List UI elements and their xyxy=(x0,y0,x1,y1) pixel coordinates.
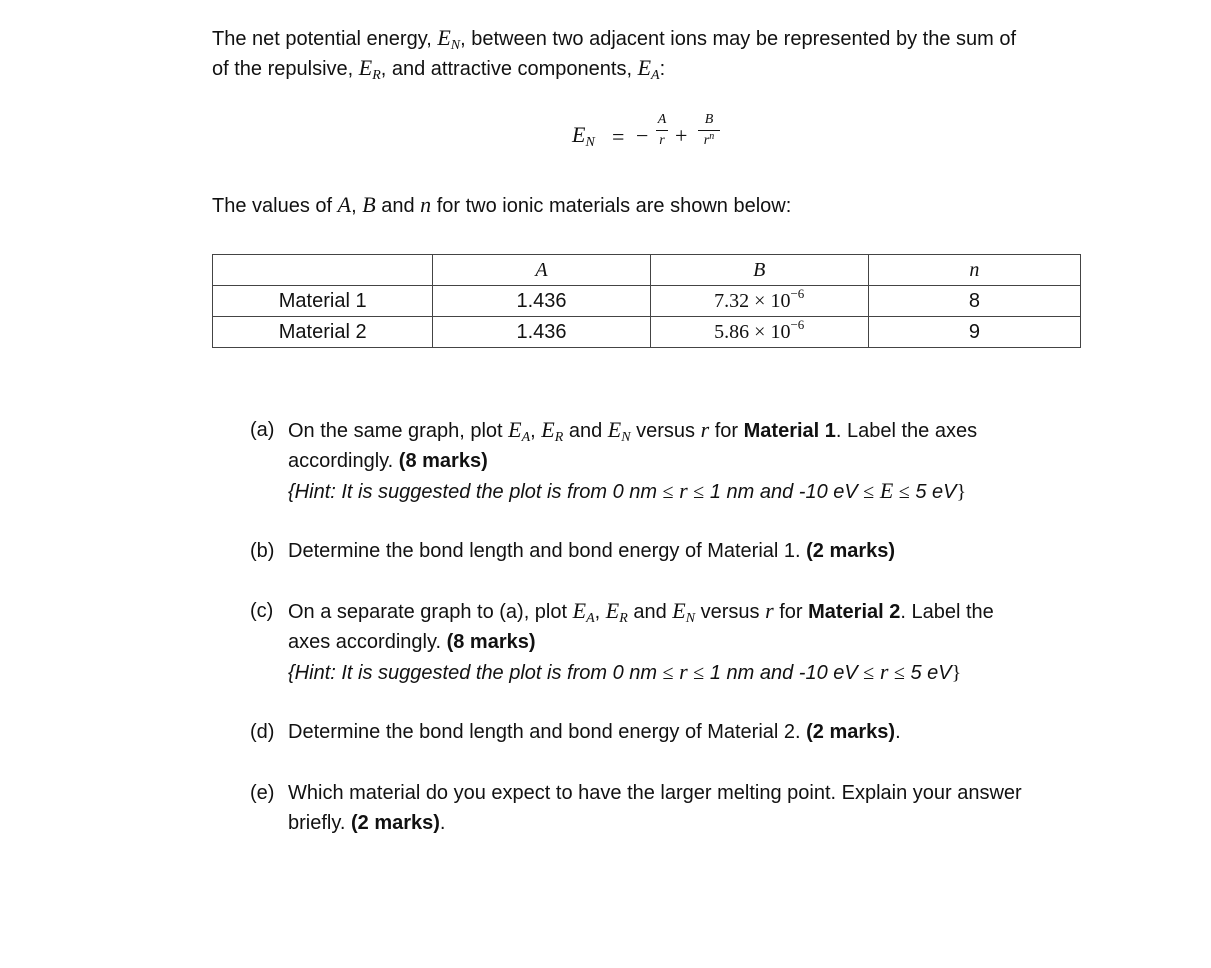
table-header-cell: n xyxy=(868,255,1080,286)
marks: (2 marks) xyxy=(350,812,440,834)
question-line: Determine the bond length and bond energy of Material 2. (2 marks). xyxy=(288,721,901,743)
symbol-a: A xyxy=(337,192,352,217)
table-row xyxy=(213,286,1081,317)
question-line: accordingly. (8 marks) xyxy=(288,450,488,472)
intro-line-1 xyxy=(212,25,1016,51)
question-body xyxy=(288,717,901,747)
symbol-e-r: $E_R$ xyxy=(541,417,564,445)
question-line: Which material do you expect to have the larger melting point. Explain your answer xyxy=(288,782,1022,804)
minus-sign: − xyxy=(636,123,649,148)
intro-line-2 xyxy=(212,55,665,81)
table-row xyxy=(213,317,1081,348)
fraction-denominator: $r^n$ xyxy=(703,131,715,148)
question-line: briefly. (2 marks). xyxy=(288,812,446,834)
symbol-e-a: $E_A$ xyxy=(508,417,531,445)
question-body xyxy=(288,596,994,688)
table-header-cell xyxy=(213,255,433,286)
n-value-cell: 8 xyxy=(868,286,1080,317)
table-header-row xyxy=(213,255,1081,286)
intro-text: , and attractive components, xyxy=(380,58,638,80)
a-value-cell: 1.436 xyxy=(433,286,650,317)
marks: (2 marks) xyxy=(806,540,896,562)
hint-line: {Hint: It is suggested the plot is from 0 nm ≤ r ≤ 1 nm and -10 eV ≤ E ≤ 5 eV} xyxy=(288,478,967,503)
question-line: On a separate graph to (a), plot $E_A$, $E_R$ and $E_N$ versus r for Material 2. Label the xyxy=(288,598,994,626)
symbol-e-n: $E_N$ xyxy=(437,25,461,53)
marks: (8 marks) xyxy=(398,450,488,472)
question-line: Determine the bond length and bond energy of Material 1. (2 marks) xyxy=(288,540,896,562)
symbol-r: r xyxy=(700,417,710,442)
fraction-denominator: r xyxy=(659,133,665,148)
table-header-cell: A xyxy=(433,255,650,286)
symbol-e-n: $E_N$ xyxy=(607,417,631,445)
intro-text: The net potential energy, xyxy=(212,28,438,50)
question-label: (e) xyxy=(250,782,275,804)
symbol-e-a: $E_A$ xyxy=(637,55,660,83)
marks: (8 marks) xyxy=(446,631,536,653)
b-value-cell: $5.86 \times 10^{-6}$ xyxy=(650,317,868,348)
fraction-numerator: A xyxy=(657,112,667,127)
marks: (2 marks) xyxy=(806,721,896,743)
values-intro: The values of A, B and n for two ionic materials are shown below: xyxy=(212,192,792,217)
equation-lhs: $E_N$ xyxy=(572,122,595,150)
potential-energy-equation xyxy=(572,112,742,158)
symbol-n: n xyxy=(420,192,432,217)
fraction-bar xyxy=(656,130,668,131)
symbol-r: r xyxy=(765,598,774,623)
table-header-cell: B xyxy=(650,255,868,286)
question-label: (d) xyxy=(250,721,275,743)
question-line: On the same graph, plot $E_A$, $E_R$ and $E_N$ versus r for Material 1. Label the axes xyxy=(288,417,978,445)
bold-material: Material 1 xyxy=(743,420,836,442)
n-value-cell: 9 xyxy=(868,317,1080,348)
question-label: (b) xyxy=(250,540,275,562)
question-label: (a) xyxy=(250,419,275,441)
question-body xyxy=(288,536,895,566)
equals-sign: = xyxy=(612,124,625,149)
intro-text: : xyxy=(659,58,666,80)
question-body xyxy=(288,778,1022,838)
fraction-numerator: B xyxy=(704,112,714,127)
plus-sign: + xyxy=(675,123,688,148)
question-body xyxy=(288,415,977,507)
hint-line: {Hint: It is suggested the plot is from 0 nm ≤ r ≤ 1 nm and -10 eV ≤ r ≤ 5 eV} xyxy=(288,659,962,684)
intro-text: of the repulsive, xyxy=(212,58,359,80)
materials-table xyxy=(212,254,1081,348)
fraction-b-over-r-n xyxy=(698,112,720,149)
symbol-e-a: $E_A$ xyxy=(572,598,595,626)
material-name-cell: Material 1 xyxy=(213,286,433,317)
symbol-e-r: $E_R$ xyxy=(358,55,381,83)
question-label: (c) xyxy=(250,600,274,622)
symbol-e-n: $E_N$ xyxy=(672,598,696,626)
b-value-cell: $7.32 \times 10^{-6}$ xyxy=(650,286,868,317)
fraction-a-over-r xyxy=(656,112,668,149)
intro-text: , between two adjacent ions may be represented by the sum of xyxy=(460,28,1017,50)
symbol-e-r: $E_R$ xyxy=(605,598,628,626)
question-line: axes accordingly. (8 marks) xyxy=(288,631,536,653)
a-value-cell: 1.436 xyxy=(433,317,650,348)
symbol-b: B xyxy=(362,192,376,217)
material-name-cell: Material 2 xyxy=(213,317,433,348)
bold-material: Material 2 xyxy=(808,601,901,623)
